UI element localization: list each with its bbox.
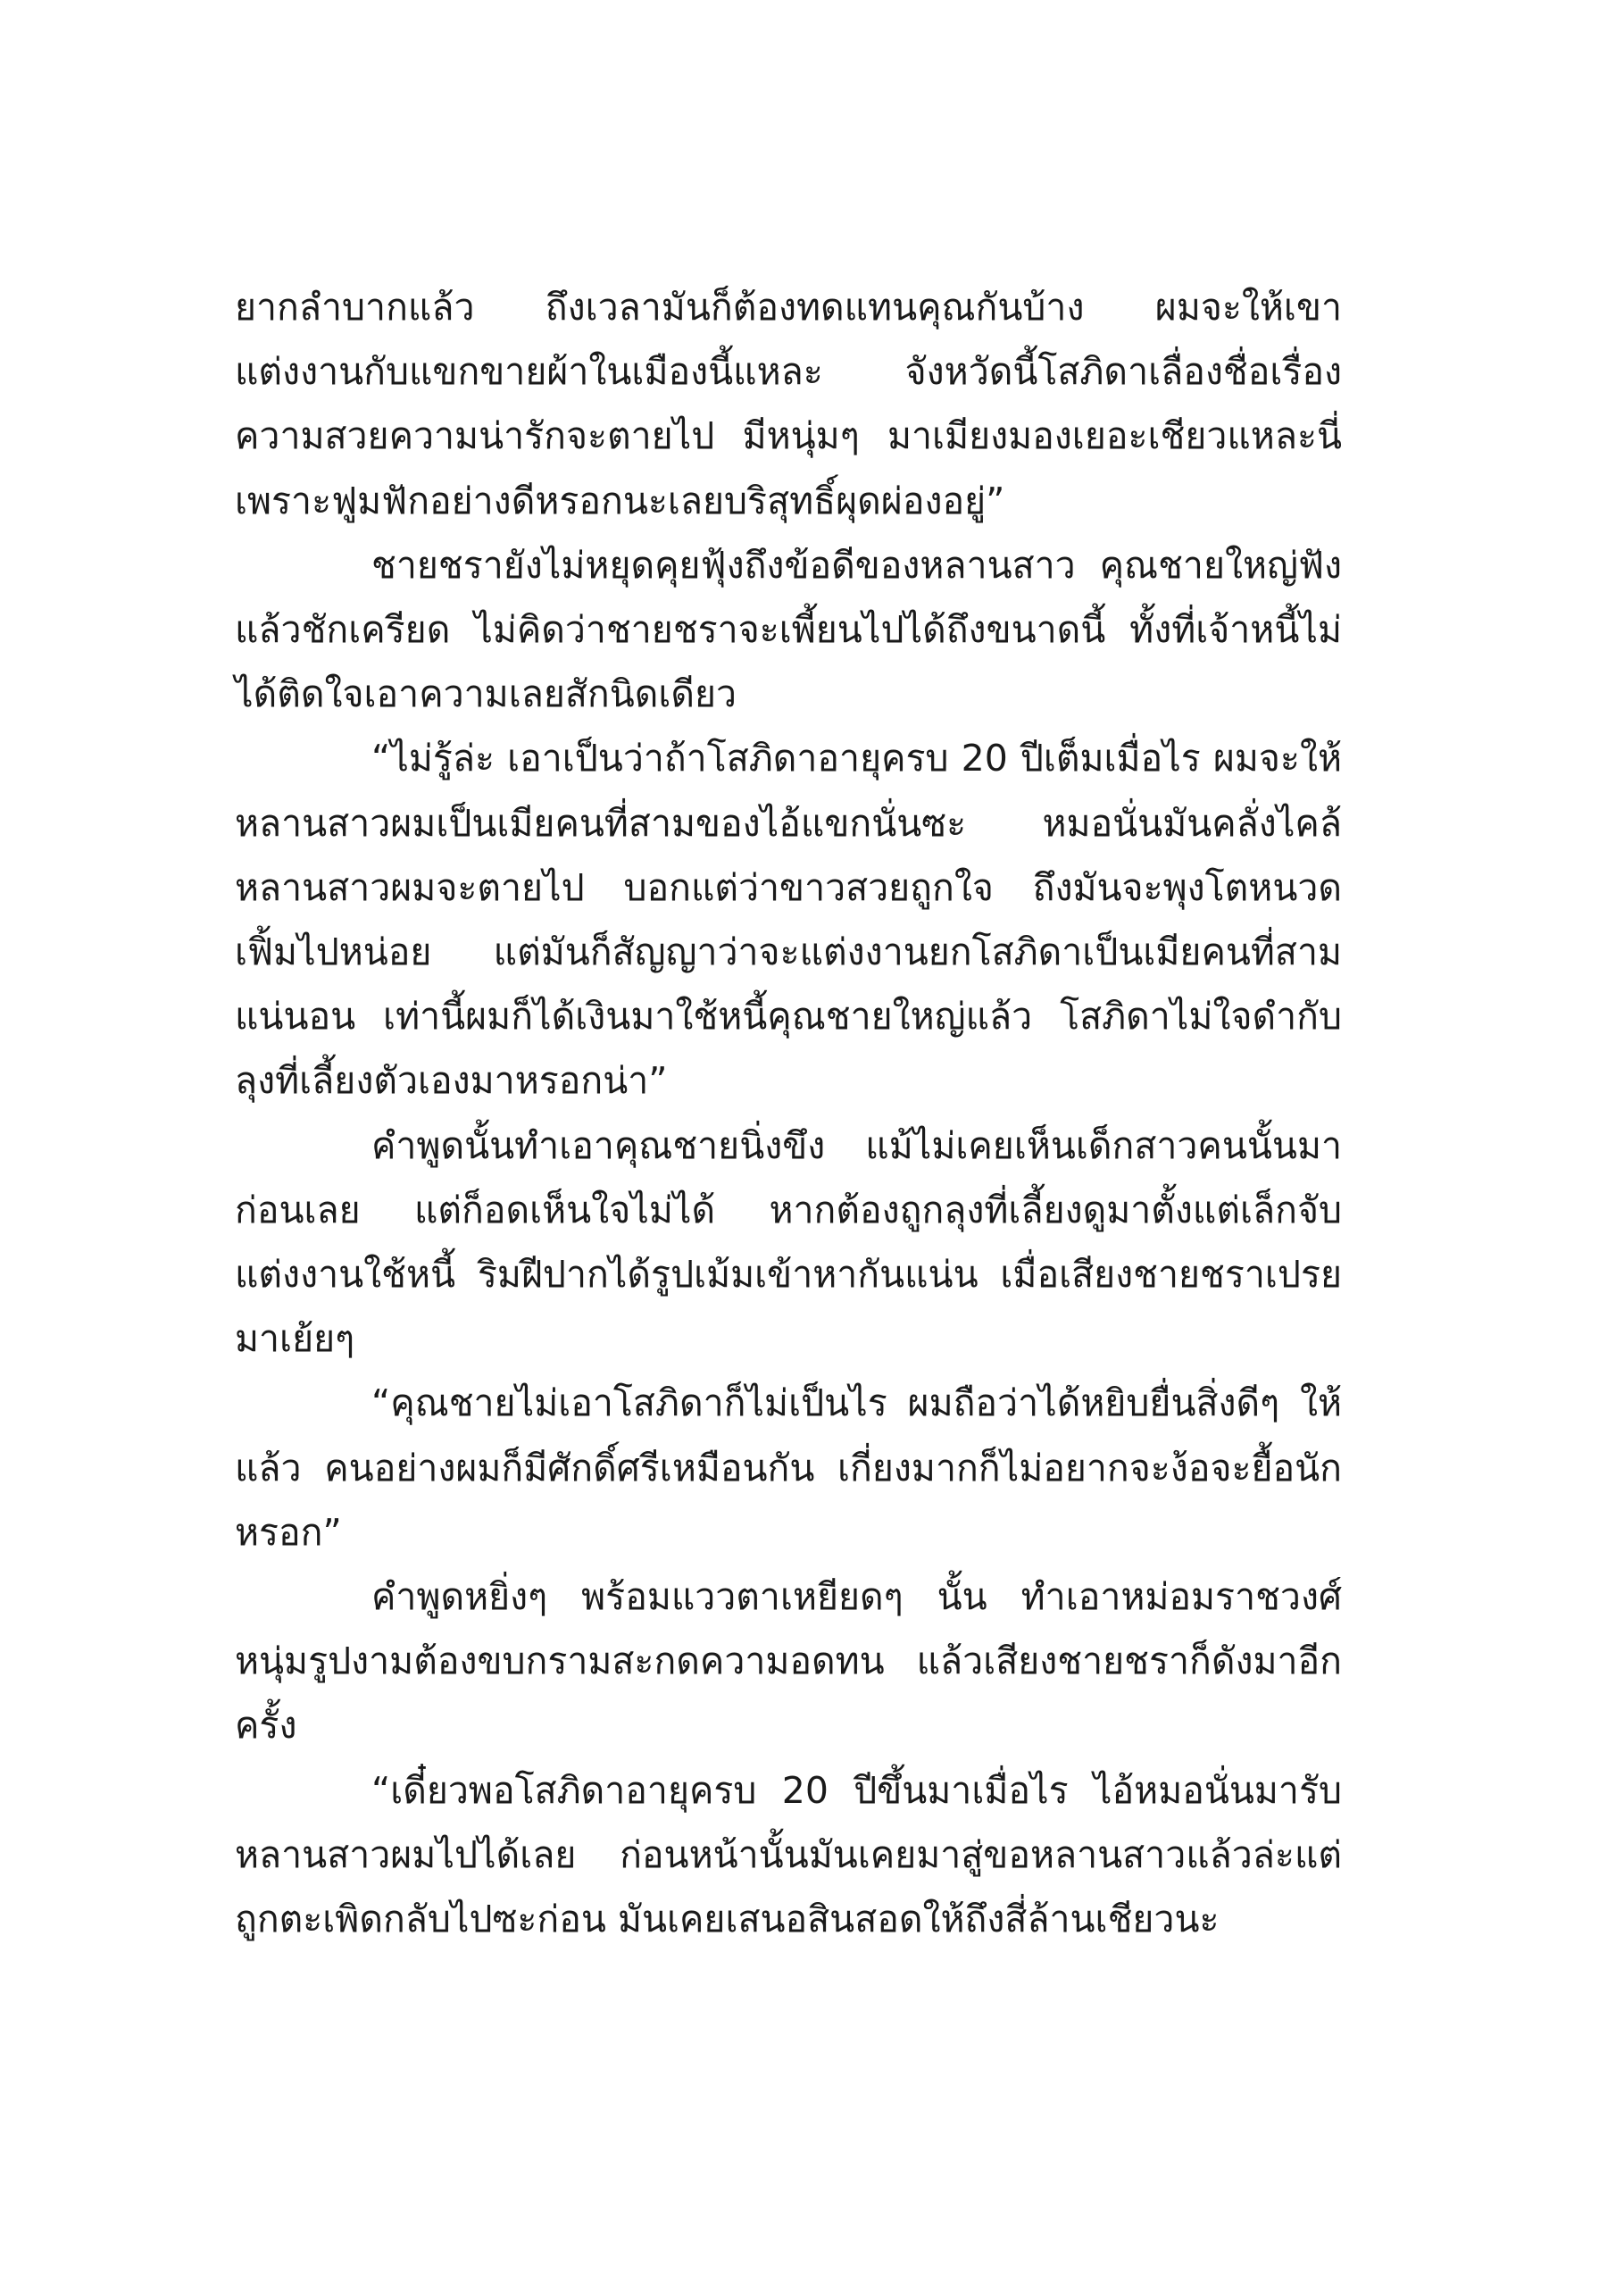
paragraph-6: คำพูดหยิ่งๆ พร้อมแววตาเหยียดๆ นั้น ทำเอาหม่อมราชวงศ์หนุ่มรูปงามต้องขบกรามสะกดความอดทน แล้วเสียงชายชราก็ดังมาอีกครั้ง [235, 1575, 1342, 1748]
paragraph-7: “เดี๋ยวพอโสภิดาอายุครบ 20 ปีขึ้นมาเมื่อไร ไอ้หมอนั่นมารับหลานสาวผมไปได้เลย ก่อนหน้านั้นมันเคยมาสู่ขอหลานสาวแล้วล่ะแต่ถูกตะเพิดกลับไปซะก่อน มันเคยเสนอสินสอดให้ถึงสี่ล้านเชียวนะ [235, 1768, 1342, 1941]
paragraph-2: ชายชรายังไม่หยุดคุยฟุ้งถึงข้อดีของหลานสาว คุณชายใหญ่ฟังแล้วชักเครียด ไม่คิดว่าชายชราจะเพี้ยนไปได้ถึงขนาดนี้ ทั้งที่เจ้าหนี้ไม่ได้ติดใจเอาความเลยสักนิดเดียว [235, 543, 1342, 716]
body-text [235, 275, 1342, 1951]
paragraph-4: คำพูดนั้นทำเอาคุณชายนิ่งขึง แม้ไม่เคยเห็นเด็กสาวคนนั้นมาก่อนเลย แต่ก็อดเห็นใจไม่ได้ หากต้องถูกลุงที่เลี้ยงดูมาตั้งแต่เล็กจับแต่งงานใช้หนี้ ริมฝีปากได้รูปเม้มเข้าหากันแน่น เมื่อเสียงชายชราเปรยมาเย้ยๆ [235, 1123, 1342, 1361]
paragraph-5: “คุณชายไม่เอาโสภิดาก็ไม่เป็นไร ผมถือว่าได้หยิบยื่นสิ่งดีๆ ให้แล้ว คนอย่างผมก็มีศักดิ์ศรีเหมือนกัน เกี่ยงมากก็ไม่อยากจะง้อจะยื้อนักหรอก” [235, 1381, 1342, 1554]
paragraph-3: “ไม่รู้ล่ะ เอาเป็นว่าถ้าโสภิดาอายุครบ 20 ปีเต็มเมื่อไร ผมจะให้หลานสาวผมเป็นเมียคนที่สามของไอ้แขกนั่นซะ หมอนั่นมันคลั่งไคล้หลานสาวผมจะตายไป บอกแต่ว่าขาวสวยถูกใจ ถึงมันจะพุงโตหนวดเฟิ้มไปหน่อย แต่มันก็สัญญาว่าจะแต่งงานยกโสภิดาเป็นเมียคนที่สามแน่นอน เท่านี้ผมก็ได้เงินมาใช้หนี้คุณชายใหญ่แล้ว โสภิดาไม่ใจดำกับลุงที่เลี้ยงตัวเองมาหรอกน่า” [235, 737, 1342, 1103]
paragraph-1: ยากลำบากแล้ว ถึงเวลามันก็ต้องทดแทนคุณกันบ้าง ผมจะให้เขาแต่งงานกับแขกขายผ้าในเมืองนี้แหละ จังหวัดนี้โสภิดาเลื่องชื่อเรื่องความสวยความน่ารักจะตายไป มีหนุ่มๆ มาเมียงมองเยอะเชียวแหละนี่เพราะฟูมฟักอย่างดีหรอกนะเลยบริสุทธิ์ผุดผ่องอยู่” [235, 286, 1342, 522]
